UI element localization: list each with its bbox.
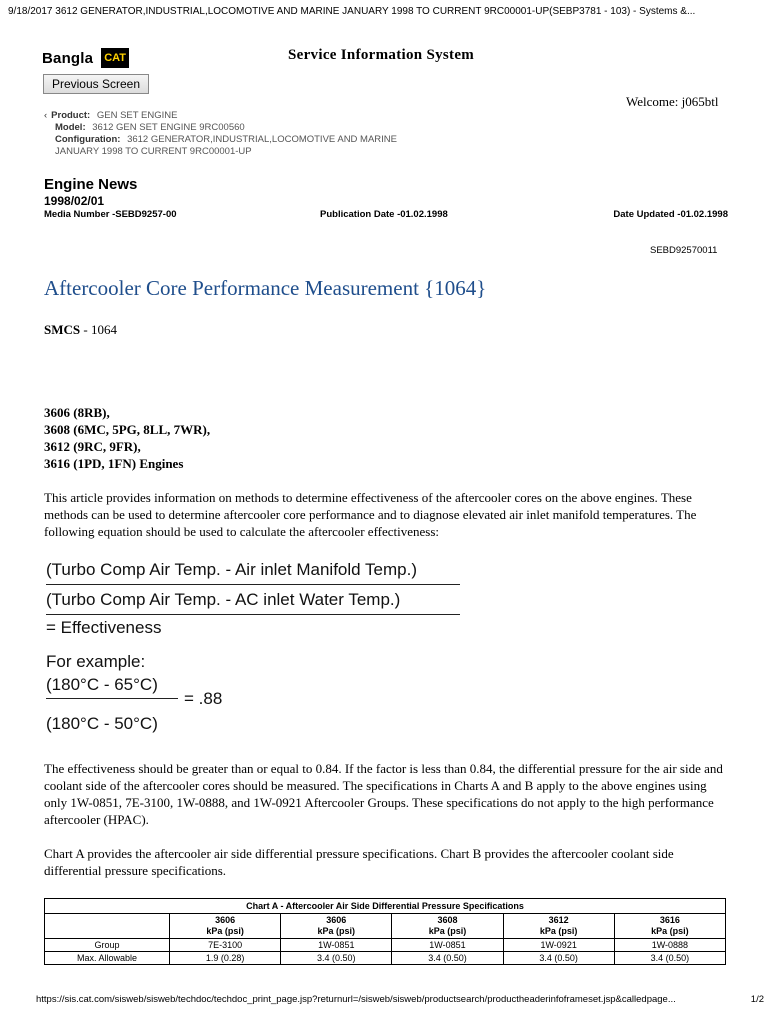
site-title: Service Information System <box>288 47 475 63</box>
engine-item: 3616 (1PD, 1FN) Engines <box>44 456 184 471</box>
table-row <box>45 939 726 952</box>
publication-date: Publication Date -01.02.1998 <box>320 209 448 220</box>
table-cell: 1W-0851 <box>392 939 503 952</box>
charts-paragraph: Chart A provides the aftercooler air side differential pressure specifications. Chart B provides the aftercooler coolant side differential pressure specifications. <box>44 846 674 878</box>
engine-item: 3608 (6MC, 5PG, 8LL, 7WR), <box>44 422 211 437</box>
media-number: Media Number -SEBD9257-00 <box>44 209 177 220</box>
page-number: 1/2 <box>750 994 764 1005</box>
example-numerator: (180°C - 65°C) <box>46 675 158 694</box>
table-cell: 3.4 (0.50) <box>614 952 725 965</box>
article-title: Aftercooler Core Performance Measurement {1064} <box>44 276 487 300</box>
cat-logo-icon: CAT <box>101 48 129 68</box>
engine-news-heading: Engine News <box>44 176 138 193</box>
configuration-value: 3612 GENERATOR,INDUSTRIAL,LOCOMOTIVE AND MARINE <box>127 134 398 145</box>
table-cell: 3.4 (0.50) <box>281 952 392 965</box>
table-cell: 1.9 (0.28) <box>170 952 281 965</box>
model-label: Model: <box>55 122 86 133</box>
brand-name: Bangla <box>42 49 94 67</box>
intro-paragraph: This article provides information on methods to determine effectiveness of the aftercooler cores on the above engines. These methods can be used to determine aftercooler core performance and to diagnose elevated air inlet manifold temperatures. The following equation should be used to calculate the aftercooler effectiveness: <box>44 490 697 539</box>
table-cell: 1W-0851 <box>281 939 392 952</box>
document-id: SEBD92570011 <box>650 245 718 256</box>
example-denominator: (180°C - 50°C) <box>46 714 158 733</box>
row-label: Group <box>45 939 170 952</box>
news-date: 1998/02/01 <box>44 194 105 208</box>
chart-a-caption: Chart A - Aftercooler Air Side Differential Pressure Specifications <box>45 899 726 914</box>
effectiveness-paragraph: The effectiveness should be greater than or equal to 0.84. If the factor is less than 0.84, the differential pressure for the air side and coolant side of the aftercooler cores should be measured. The specifications in Charts A and B apply to the above engines using only 1W-0851, 7E-3100, 1W-0888, and 1W-0921 Aftercooler Groups. These specifications do not apply to the high performance aftercooler (HPAC). <box>44 761 723 827</box>
previous-screen-button[interactable]: Previous Screen <box>43 74 149 94</box>
smcs-label: SMCS <box>44 322 81 337</box>
example-label: For example: <box>46 652 146 671</box>
product-info <box>44 110 397 158</box>
chart-a-table-image <box>44 898 726 965</box>
table-header: 3612 kPa (psi) <box>503 914 614 939</box>
formula-denominator: (Turbo Comp Air Temp. - AC inlet Water Temp.) <box>46 590 401 609</box>
table-cell: 3.4 (0.50) <box>503 952 614 965</box>
table-header-blank <box>45 914 170 939</box>
product-value: GEN SET ENGINE <box>96 110 178 121</box>
configuration-label: Configuration: <box>55 134 121 145</box>
engine-item: 3612 (9RC, 9FR), <box>44 439 141 454</box>
table-header: 3616 kPa (psi) <box>614 914 725 939</box>
date-updated: Date Updated -01.02.1998 <box>613 209 728 220</box>
product-label: Product: <box>51 110 91 121</box>
row-label: Max. Allowable <box>45 952 170 965</box>
smcs-code <box>44 322 117 338</box>
chevron-left-icon[interactable]: ‹ <box>44 110 48 121</box>
table-cell: 3.4 (0.50) <box>392 952 503 965</box>
formula-result: = Effectiveness <box>46 618 162 637</box>
smcs-value: - 1064 <box>80 322 117 337</box>
engine-item: 3606 (8RB), <box>44 405 110 420</box>
table-cell: 1W-0921 <box>503 939 614 952</box>
table-header: 3608 kPa (psi) <box>392 914 503 939</box>
print-header: 9/18/2017 3612 GENERATOR,INDUSTRIAL,LOCOMOTIVE AND MARINE JANUARY 1998 TO CURRENT 9RC00001-UP(SEBP3781 - 103) - Systems &... <box>8 6 696 17</box>
table-header: 3606 kPa (psi) <box>170 914 281 939</box>
table-header: 3606 kPa (psi) <box>281 914 392 939</box>
table-row <box>45 952 726 965</box>
page-url: https://sis.cat.com/sisweb/sisweb/techdoc/techdoc_print_page.jsp?returnurl=/sisweb/sisweb/productsearch/productheaderinfoframeset.jsp&calledpage... <box>36 994 676 1005</box>
brand-logo <box>42 44 170 72</box>
welcome-text: Welcome: j065btl <box>626 94 719 109</box>
example-result: = .88 <box>184 689 223 708</box>
model-value: 3612 GEN SET ENGINE 9RC00560 <box>92 122 245 133</box>
engine-list <box>44 404 210 472</box>
formula-numerator: (Turbo Comp Air Temp. - Air inlet Manifold Temp.) <box>46 560 417 579</box>
table-cell: 7E-3100 <box>170 939 281 952</box>
chart-a-table <box>44 898 726 965</box>
table-cell: 1W-0888 <box>614 939 725 952</box>
configuration-value-cont: JANUARY 1998 TO CURRENT 9RC00001-UP <box>55 146 252 157</box>
